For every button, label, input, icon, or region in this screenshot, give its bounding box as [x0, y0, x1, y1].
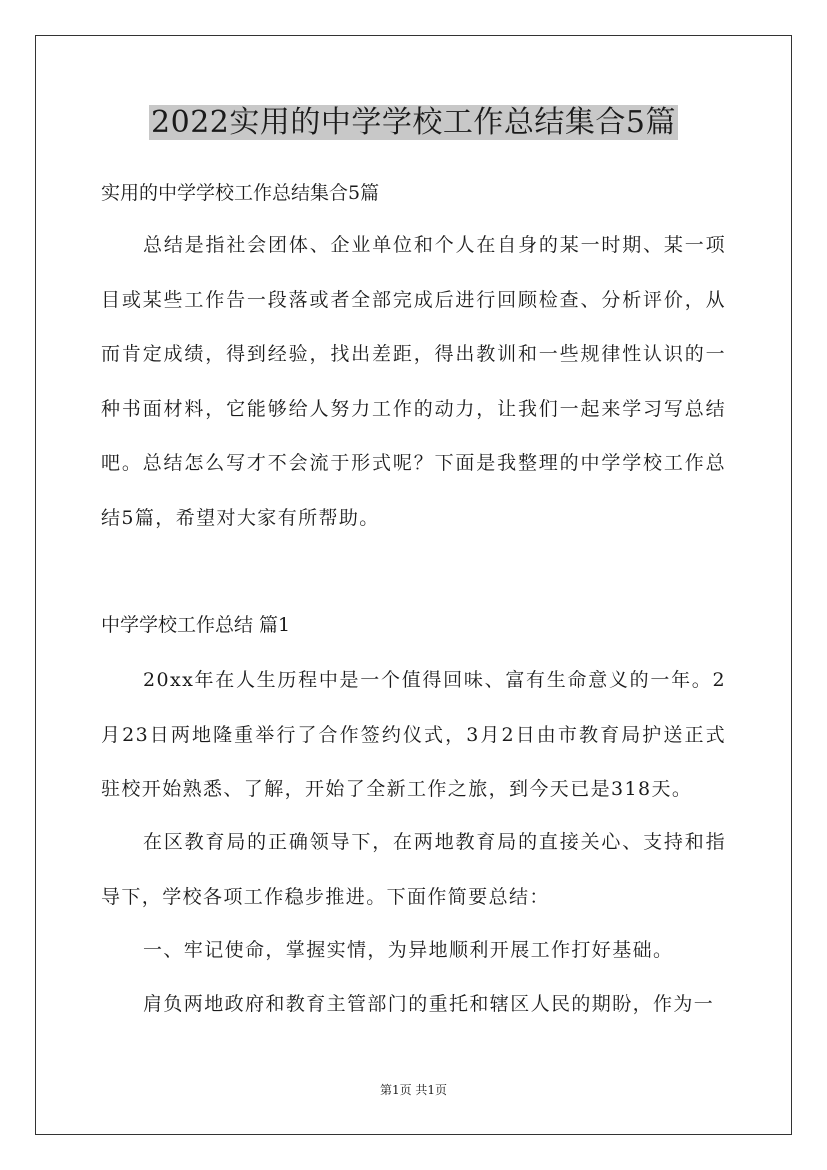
- body-paragraph-3: 一、牢记使命，掌握实情，为异地顺利开展工作打好基础。: [143, 939, 674, 961]
- body-paragraph-2: 在区教育局的正确领导下，在两地教育局的直接关心、支持和指导下，学校各项工作稳步推进。下面作简要总结：: [101, 831, 726, 908]
- document-subtitle: 实用的中学学校工作总结集合5篇: [101, 182, 380, 204]
- document-title-text: 2022实用的中学学校工作总结集合5篇: [151, 105, 676, 140]
- document-title: [0, 98, 827, 148]
- section-heading: 中学学校工作总结 篇1: [101, 614, 291, 636]
- body-paragraph-1: 20xx年在人生历程中是一个值得回味、富有生命意义的一年。2月23日两地隆重举行了合作签约仪式，3月2日由市教育局护送正式驻校开始熟悉、了解，开始了全新工作之旅，到今天已是318天。: [101, 669, 726, 800]
- page-footer: 第1页 共1页: [379, 1083, 448, 1097]
- body-paragraph-4: 肩负两地政府和教育主管部门的重托和辖区人民的期盼，作为一: [143, 993, 715, 1015]
- intro-paragraph: 总结是指社会团体、企业单位和个人在自身的某一时期、某一项目或某些工作告一段落或者全部完成后进行回顾检查、分析评价，从而肯定成绩，得到经验，找出差距，得出教训和一些规律性认识的一种书面材料，它能够给人努力工作的动力，让我们一起来学习写总结吧。总结怎么写才不会流于形式呢？下面是我整理的中学学校工作总结5篇，希望对大家有所帮助。: [101, 234, 726, 529]
